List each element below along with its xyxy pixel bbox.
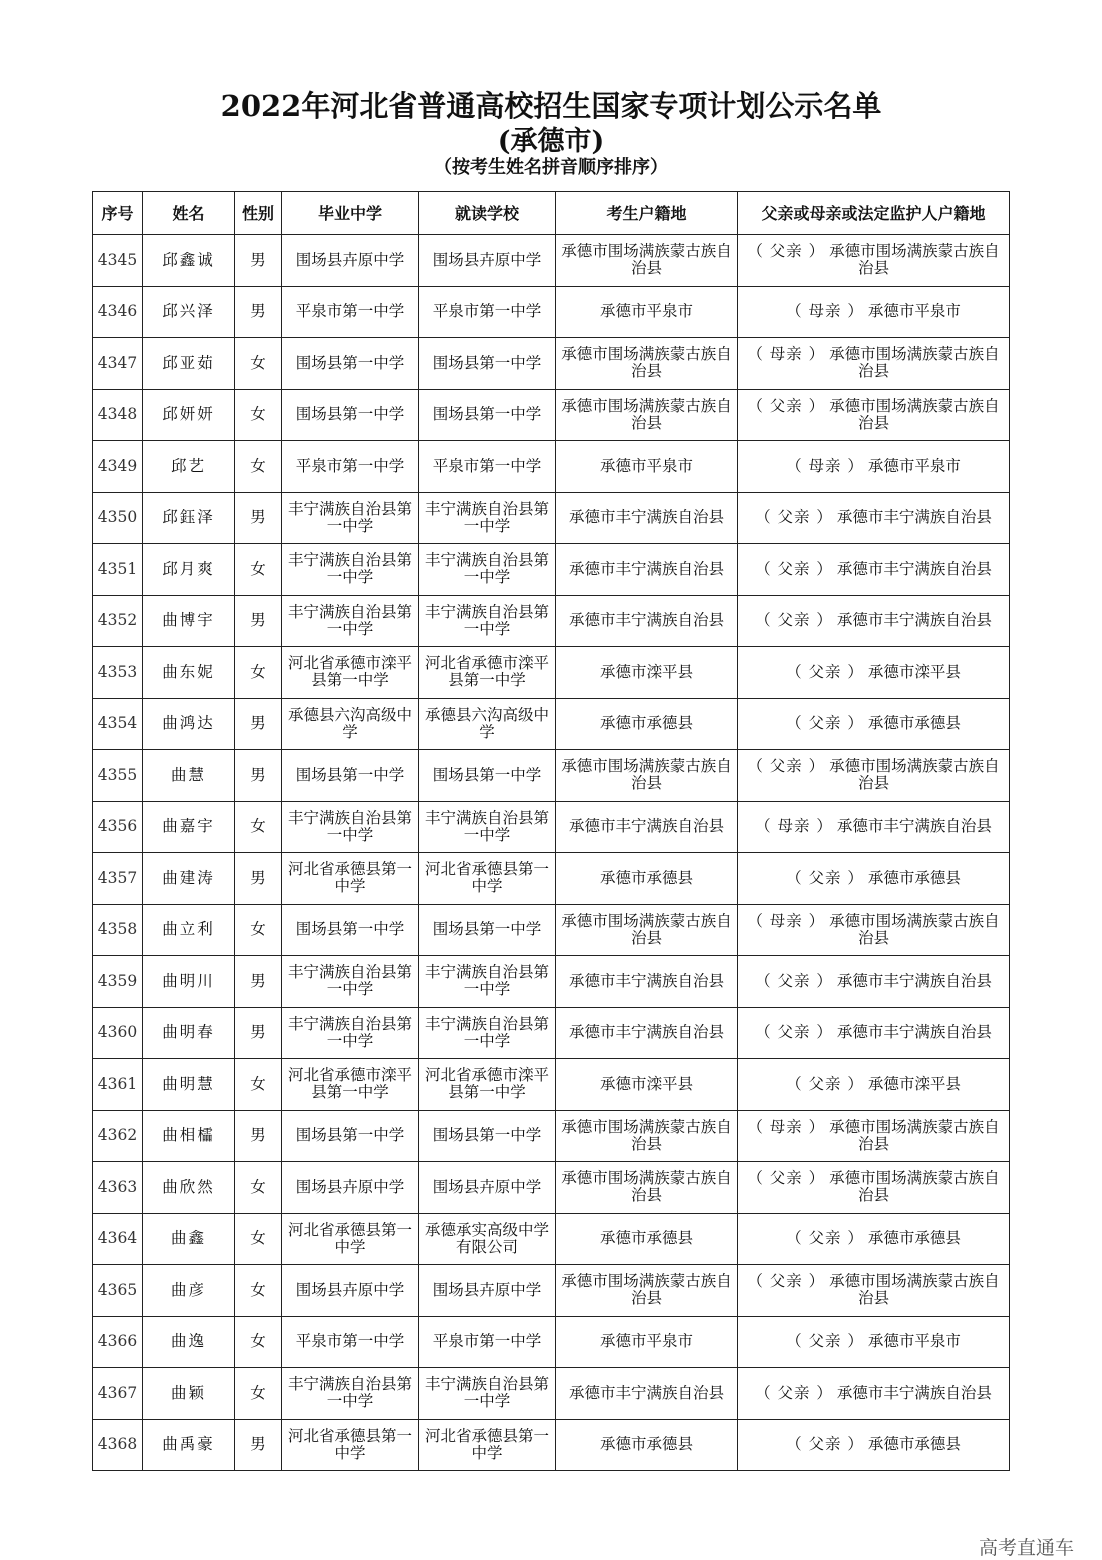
document-title: 2022年河北省普通高校招生国家专项计划公示名单 — [220, 89, 882, 123]
cell-guardian-household — [738, 1110, 1010, 1162]
cell-guardian-household — [738, 1007, 1010, 1059]
guardian-place: 承德市平泉市 — [867, 456, 961, 475]
cell-household: 承德市滦平县 — [556, 647, 738, 699]
cell-gender: 女 — [235, 544, 282, 596]
table-row — [93, 1110, 1010, 1162]
cell-guardian-household — [738, 1059, 1010, 1111]
cell-household: 承德市丰宁满族自治县 — [556, 956, 738, 1008]
table-row — [93, 853, 1010, 905]
cell-guardian-household — [738, 1419, 1010, 1471]
guardian-relation: （ 父亲 ） — [755, 508, 833, 527]
cell-seq: 4352 — [93, 595, 143, 647]
cell-household: 承德市围场满族蒙古族自治县 — [556, 904, 738, 956]
cell-grad-school: 围场县卉原中学 — [282, 235, 419, 287]
cell-grad-school: 平泉市第一中学 — [282, 286, 419, 338]
guardian-place: 承德市围场满族蒙古族自治县 — [829, 242, 1000, 278]
cell-seq: 4359 — [93, 956, 143, 1008]
table-row — [93, 698, 1010, 750]
guardian-relation: （ 父亲 ） — [786, 714, 864, 733]
guardian-relation: （ 父亲 ） — [755, 1383, 833, 1402]
guardian-relation: （ 父亲 ） — [786, 662, 864, 681]
cell-name: 曲鸿达 — [143, 698, 235, 750]
table-row — [93, 544, 1010, 596]
cell-grad-school: 平泉市第一中学 — [282, 441, 419, 493]
cell-gender: 男 — [235, 235, 282, 287]
cell-household: 承德市滦平县 — [556, 1059, 738, 1111]
guardian-place: 承德市丰宁满族自治县 — [836, 817, 992, 836]
cell-seq: 4357 — [93, 853, 143, 905]
table-row — [93, 1419, 1010, 1471]
guardian-relation: （ 父亲 ） — [747, 1272, 826, 1291]
cell-seq: 4362 — [93, 1110, 143, 1162]
cell-name: 曲鑫 — [143, 1213, 235, 1265]
cell-current-school: 丰宁满族自治县第一中学 — [419, 956, 556, 1008]
cell-guardian-household — [738, 544, 1010, 596]
cell-current-school: 围场县卉原中学 — [419, 235, 556, 287]
cell-current-school: 围场县卉原中学 — [419, 1265, 556, 1317]
cell-name: 曲逸 — [143, 1316, 235, 1368]
guardian-relation: （ 父亲 ） — [747, 757, 826, 776]
cell-current-school: 承德承实高级中学有限公司 — [419, 1213, 556, 1265]
table-row — [93, 1368, 1010, 1420]
cell-guardian-household — [738, 801, 1010, 853]
header-household: 考生户籍地 — [556, 192, 738, 235]
cell-grad-school: 河北省承德县第一中学 — [282, 1213, 419, 1265]
guardian-relation: （ 父亲 ） — [755, 559, 833, 578]
cell-current-school: 承德县六沟高级中学 — [419, 698, 556, 750]
table-row — [93, 389, 1010, 441]
cell-name: 曲颖 — [143, 1368, 235, 1420]
cell-current-school: 围场县第一中学 — [419, 750, 556, 802]
cell-name: 邱妍妍 — [143, 389, 235, 441]
table-row — [93, 647, 1010, 699]
guardian-place: 承德市承德县 — [867, 714, 961, 733]
cell-gender: 女 — [235, 1059, 282, 1111]
guardian-place: 承德市承德县 — [867, 1435, 961, 1454]
cell-guardian-household — [738, 1316, 1010, 1368]
guardian-place: 承德市围场满族蒙古族自治县 — [829, 911, 1000, 947]
cell-current-school: 平泉市第一中学 — [419, 1316, 556, 1368]
cell-grad-school: 丰宁满族自治县第一中学 — [282, 801, 419, 853]
cell-seq: 4354 — [93, 698, 143, 750]
cell-grad-school: 河北省承德县第一中学 — [282, 853, 419, 905]
table-row — [93, 1316, 1010, 1368]
cell-guardian-household — [738, 904, 1010, 956]
cell-seq: 4360 — [93, 1007, 143, 1059]
cell-current-school: 围场县第一中学 — [419, 904, 556, 956]
cell-current-school: 平泉市第一中学 — [419, 286, 556, 338]
cell-grad-school: 承德县六沟高级中学 — [282, 698, 419, 750]
cell-seq: 4368 — [93, 1419, 143, 1471]
cell-guardian-household — [738, 235, 1010, 287]
header-guardian-household: 父亲或母亲或法定监护人户籍地 — [738, 192, 1010, 235]
document-subtitle: (承德市) — [497, 126, 605, 157]
cell-gender: 男 — [235, 1110, 282, 1162]
cell-household: 承德市丰宁满族自治县 — [556, 1007, 738, 1059]
cell-name: 曲建涛 — [143, 853, 235, 905]
table-row — [93, 904, 1010, 956]
cell-current-school: 丰宁满族自治县第一中学 — [419, 801, 556, 853]
guardian-relation: （ 母亲 ） — [747, 1117, 826, 1136]
guardian-relation: （ 母亲 ） — [747, 345, 826, 364]
cell-current-school: 河北省承德县第一中学 — [419, 853, 556, 905]
cell-seq: 4367 — [93, 1368, 143, 1420]
cell-grad-school: 围场县卉原中学 — [282, 1265, 419, 1317]
cell-household: 承德市丰宁满族自治县 — [556, 801, 738, 853]
cell-name: 邱鈺泽 — [143, 492, 235, 544]
cell-grad-school: 围场县第一中学 — [282, 1110, 419, 1162]
cell-grad-school: 围场县第一中学 — [282, 338, 419, 390]
cell-household: 承德市围场满族蒙古族自治县 — [556, 235, 738, 287]
cell-gender: 女 — [235, 338, 282, 390]
cell-current-school: 丰宁满族自治县第一中学 — [419, 492, 556, 544]
cell-grad-school: 河北省承德市滦平县第一中学 — [282, 1059, 419, 1111]
cell-name: 邱月爽 — [143, 544, 235, 596]
cell-grad-school: 丰宁满族自治县第一中学 — [282, 544, 419, 596]
guardian-place: 承德市围场满族蒙古族自治县 — [829, 757, 1000, 793]
cell-current-school: 河北省承德县第一中学 — [419, 1419, 556, 1471]
cell-name: 邱鑫诚 — [143, 235, 235, 287]
cell-name: 曲嘉宇 — [143, 801, 235, 853]
cell-seq: 4348 — [93, 389, 143, 441]
cell-gender: 男 — [235, 1419, 282, 1471]
cell-name: 曲东妮 — [143, 647, 235, 699]
cell-seq: 4358 — [93, 904, 143, 956]
cell-seq: 4355 — [93, 750, 143, 802]
guardian-place: 承德市围场满族蒙古族自治县 — [829, 396, 1000, 432]
cell-grad-school: 丰宁满族自治县第一中学 — [282, 492, 419, 544]
cell-current-school: 平泉市第一中学 — [419, 441, 556, 493]
cell-current-school: 丰宁满族自治县第一中学 — [419, 1368, 556, 1420]
cell-seq: 4361 — [93, 1059, 143, 1111]
cell-grad-school: 平泉市第一中学 — [282, 1316, 419, 1368]
cell-household: 承德市承德县 — [556, 853, 738, 905]
cell-guardian-household — [738, 1213, 1010, 1265]
cell-household: 承德市平泉市 — [556, 1316, 738, 1368]
guardian-place: 承德市承德县 — [867, 1229, 961, 1248]
cell-household: 承德市围场满族蒙古族自治县 — [556, 750, 738, 802]
cell-current-school: 围场县卉原中学 — [419, 1162, 556, 1214]
cell-name: 曲明春 — [143, 1007, 235, 1059]
header-name: 姓名 — [143, 192, 235, 235]
cell-current-school: 河北省承德市滦平县第一中学 — [419, 1059, 556, 1111]
cell-gender: 女 — [235, 904, 282, 956]
table-row — [93, 235, 1010, 287]
cell-grad-school: 围场县第一中学 — [282, 750, 419, 802]
table-row — [93, 286, 1010, 338]
cell-gender: 女 — [235, 647, 282, 699]
cell-guardian-household — [738, 1368, 1010, 1420]
cell-gender: 女 — [235, 441, 282, 493]
guardian-place: 承德市丰宁满族自治县 — [836, 1023, 992, 1042]
guardian-relation: （ 父亲 ） — [747, 1169, 826, 1188]
cell-household: 承德市平泉市 — [556, 286, 738, 338]
cell-name: 邱艺 — [143, 441, 235, 493]
cell-current-school: 丰宁满族自治县第一中学 — [419, 595, 556, 647]
cell-grad-school: 河北省承德市滦平县第一中学 — [282, 647, 419, 699]
guardian-place: 承德市丰宁满族自治县 — [836, 971, 992, 990]
guardian-relation: （ 父亲 ） — [755, 1023, 833, 1042]
cell-seq: 4365 — [93, 1265, 143, 1317]
cell-name: 邱亚茹 — [143, 338, 235, 390]
guardian-place: 承德市围场满族蒙古族自治县 — [829, 1169, 1000, 1205]
cell-seq: 4356 — [93, 801, 143, 853]
cell-household: 承德市围场满族蒙古族自治县 — [556, 1265, 738, 1317]
cell-gender: 男 — [235, 595, 282, 647]
cell-guardian-household — [738, 956, 1010, 1008]
guardian-relation: （ 母亲 ） — [786, 302, 864, 321]
cell-name: 曲禹豪 — [143, 1419, 235, 1471]
guardian-place: 承德市丰宁满族自治县 — [836, 1383, 992, 1402]
cell-seq: 4364 — [93, 1213, 143, 1265]
cell-seq: 4363 — [93, 1162, 143, 1214]
guardian-place: 承德市丰宁满族自治县 — [836, 611, 992, 630]
cell-seq: 4353 — [93, 647, 143, 699]
cell-guardian-household — [738, 389, 1010, 441]
cell-guardian-household — [738, 750, 1010, 802]
cell-grad-school: 围场县第一中学 — [282, 389, 419, 441]
guardian-place: 承德市丰宁满族自治县 — [836, 508, 992, 527]
table-row — [93, 441, 1010, 493]
cell-guardian-household — [738, 492, 1010, 544]
cell-gender: 男 — [235, 1007, 282, 1059]
cell-grad-school: 河北省承德县第一中学 — [282, 1419, 419, 1471]
sort-note: （按考生姓名拼音顺序排序） — [434, 157, 668, 178]
table-body — [93, 235, 1010, 1471]
guardian-place: 承德市承德县 — [867, 868, 961, 887]
cell-name: 曲明川 — [143, 956, 235, 1008]
cell-guardian-household — [738, 595, 1010, 647]
guardian-relation: （ 父亲 ） — [786, 1074, 864, 1093]
guardian-place: 承德市围场满族蒙古族自治县 — [829, 345, 1000, 381]
table-row — [93, 492, 1010, 544]
cell-seq: 4347 — [93, 338, 143, 390]
table-row — [93, 1007, 1010, 1059]
table-row — [93, 595, 1010, 647]
cell-grad-school: 丰宁满族自治县第一中学 — [282, 1368, 419, 1420]
cell-name: 曲彦 — [143, 1265, 235, 1317]
header-seq: 序号 — [93, 192, 143, 235]
table-row — [93, 1162, 1010, 1214]
cell-household: 承德市承德县 — [556, 1419, 738, 1471]
guardian-relation: （ 父亲 ） — [786, 1435, 864, 1454]
cell-household: 承德市围场满族蒙古族自治县 — [556, 389, 738, 441]
cell-household: 承德市承德县 — [556, 1213, 738, 1265]
cell-guardian-household — [738, 698, 1010, 750]
guardian-relation: （ 父亲 ） — [755, 611, 833, 630]
cell-guardian-household — [738, 853, 1010, 905]
table-row — [93, 1265, 1010, 1317]
cell-guardian-household — [738, 286, 1010, 338]
cell-name: 曲慧 — [143, 750, 235, 802]
cell-grad-school: 丰宁满族自治县第一中学 — [282, 595, 419, 647]
cell-gender: 女 — [235, 1162, 282, 1214]
cell-current-school: 围场县第一中学 — [419, 338, 556, 390]
guardian-place: 承德市围场满族蒙古族自治县 — [829, 1272, 1000, 1308]
cell-grad-school: 丰宁满族自治县第一中学 — [282, 956, 419, 1008]
cell-guardian-household — [738, 647, 1010, 699]
cell-gender: 男 — [235, 698, 282, 750]
cell-guardian-household — [738, 1162, 1010, 1214]
cell-seq: 4351 — [93, 544, 143, 596]
cell-name: 曲相櫺 — [143, 1110, 235, 1162]
cell-household: 承德市围场满族蒙古族自治县 — [556, 338, 738, 390]
cell-seq: 4349 — [93, 441, 143, 493]
guardian-place: 承德市丰宁满族自治县 — [836, 559, 992, 578]
cell-guardian-household — [738, 441, 1010, 493]
guardian-relation: （ 父亲 ） — [786, 868, 864, 887]
table-row — [93, 338, 1010, 390]
roster-table — [92, 191, 1010, 1471]
cell-gender: 女 — [235, 1213, 282, 1265]
guardian-place: 承德市滦平县 — [867, 1074, 961, 1093]
table-row — [93, 1059, 1010, 1111]
header-row — [93, 192, 1010, 235]
watermark: 高考直通车 — [978, 1537, 1074, 1559]
cell-current-school: 丰宁满族自治县第一中学 — [419, 544, 556, 596]
table-row — [93, 801, 1010, 853]
cell-gender: 女 — [235, 801, 282, 853]
cell-grad-school: 围场县第一中学 — [282, 904, 419, 956]
guardian-relation: （ 母亲 ） — [755, 817, 833, 836]
cell-current-school: 河北省承德市滦平县第一中学 — [419, 647, 556, 699]
cell-household: 承德市承德县 — [556, 698, 738, 750]
guardian-relation: （ 父亲 ） — [755, 971, 833, 990]
cell-current-school: 围场县第一中学 — [419, 1110, 556, 1162]
guardian-place: 承德市平泉市 — [867, 1332, 961, 1351]
cell-seq: 4350 — [93, 492, 143, 544]
cell-gender: 男 — [235, 853, 282, 905]
cell-guardian-household — [738, 1265, 1010, 1317]
cell-name: 曲博宇 — [143, 595, 235, 647]
cell-name: 邱兴泽 — [143, 286, 235, 338]
guardian-relation: （ 父亲 ） — [747, 396, 826, 415]
table-header — [93, 192, 1010, 235]
cell-household: 承德市丰宁满族自治县 — [556, 492, 738, 544]
guardian-place: 承德市围场满族蒙古族自治县 — [829, 1117, 1000, 1153]
header-current-school: 就读学校 — [419, 192, 556, 235]
cell-seq: 4346 — [93, 286, 143, 338]
cell-gender: 女 — [235, 389, 282, 441]
header-gender: 性别 — [235, 192, 282, 235]
cell-name: 曲明慧 — [143, 1059, 235, 1111]
cell-gender: 女 — [235, 1368, 282, 1420]
cell-seq: 4366 — [93, 1316, 143, 1368]
cell-grad-school: 丰宁满族自治县第一中学 — [282, 1007, 419, 1059]
cell-grad-school: 围场县卉原中学 — [282, 1162, 419, 1214]
cell-household: 承德市丰宁满族自治县 — [556, 595, 738, 647]
cell-name: 曲欣然 — [143, 1162, 235, 1214]
table-row — [93, 750, 1010, 802]
cell-current-school: 围场县第一中学 — [419, 389, 556, 441]
cell-guardian-household — [738, 338, 1010, 390]
cell-gender: 女 — [235, 1316, 282, 1368]
cell-name: 曲立利 — [143, 904, 235, 956]
guardian-relation: （ 父亲 ） — [786, 1332, 864, 1351]
cell-household: 承德市围场满族蒙古族自治县 — [556, 1110, 738, 1162]
cell-household: 承德市丰宁满族自治县 — [556, 1368, 738, 1420]
cell-household: 承德市丰宁满族自治县 — [556, 544, 738, 596]
guardian-place: 承德市平泉市 — [867, 302, 961, 321]
guardian-relation: （ 父亲 ） — [747, 242, 826, 261]
guardian-relation: （ 母亲 ） — [786, 456, 864, 475]
cell-household: 承德市围场满族蒙古族自治县 — [556, 1162, 738, 1214]
cell-seq: 4345 — [93, 235, 143, 287]
table-row — [93, 1213, 1010, 1265]
header-grad-school: 毕业中学 — [282, 192, 419, 235]
cell-gender: 男 — [235, 750, 282, 802]
guardian-place: 承德市滦平县 — [867, 662, 961, 681]
cell-current-school: 丰宁满族自治县第一中学 — [419, 1007, 556, 1059]
cell-household: 承德市平泉市 — [556, 441, 738, 493]
cell-gender: 女 — [235, 1265, 282, 1317]
cell-gender: 男 — [235, 286, 282, 338]
table-row — [93, 956, 1010, 1008]
cell-gender: 男 — [235, 956, 282, 1008]
cell-gender: 男 — [235, 492, 282, 544]
guardian-relation: （ 母亲 ） — [747, 911, 826, 930]
guardian-relation: （ 父亲 ） — [786, 1229, 864, 1248]
